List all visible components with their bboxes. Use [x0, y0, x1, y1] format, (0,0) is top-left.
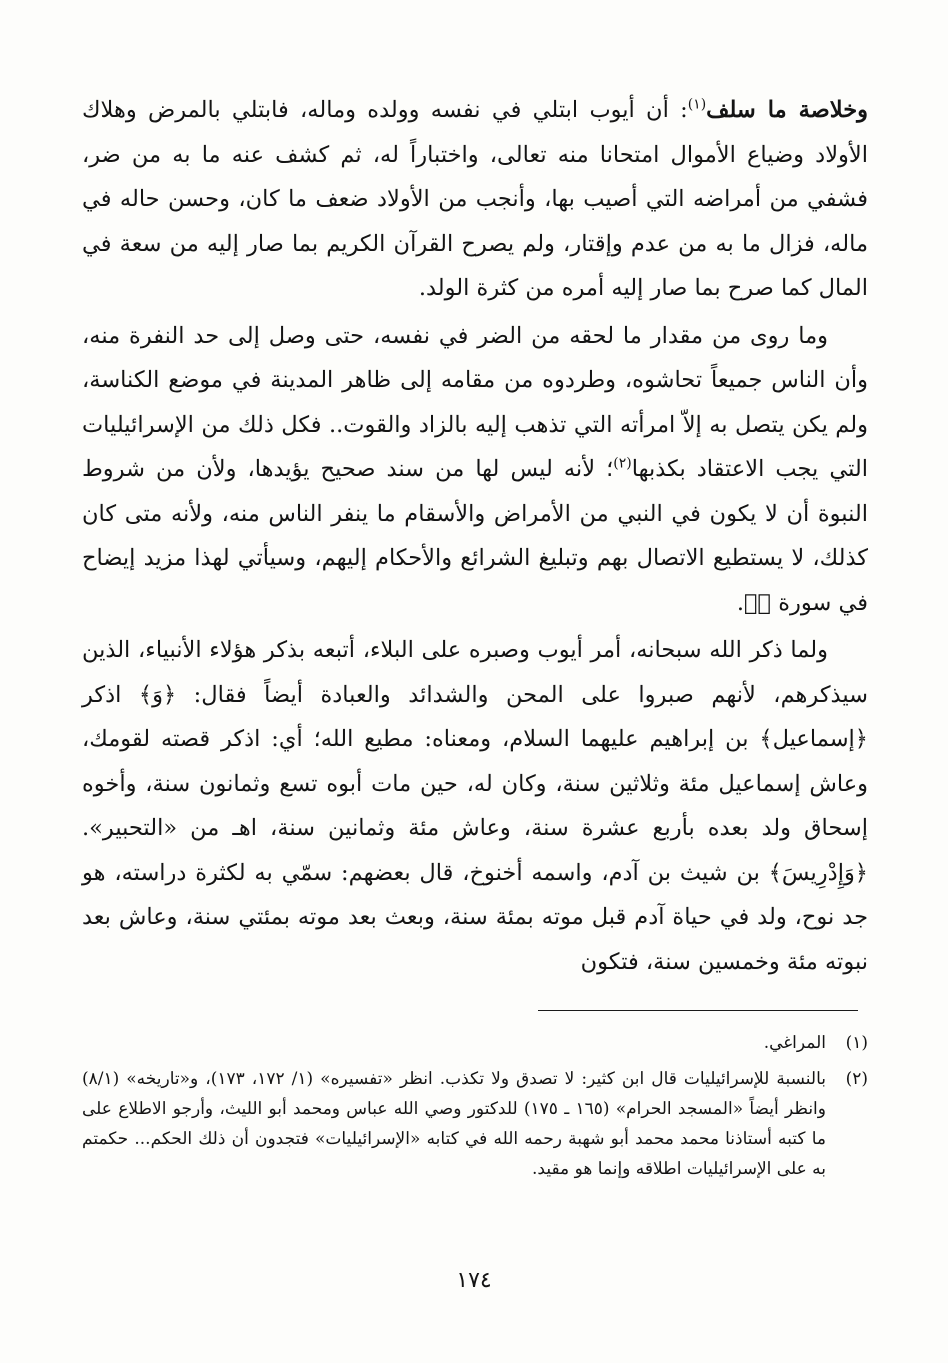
footnote-text: بالنسبة للإسرائيليات قال ابن كثير: لا تصدق ولا تكذب. انظر «تفسيره» (١/ ١٧٢، ١٧٣)، و«تاريخه» (٨/١) وانظر أيضاً «المسجد الحرام» (١٦٥ ـ ١٧٥) للدكتور وصي الله عباس ومحمد أبو الليث، وأرجو الاطلاع على ما كتبه أستاذنا محمد محمد أبو شهبة رحمه الله في كتابه «الإسرائيليات» فتجدون أن ذلك الحكم... حكمتم به على الإسرائيليات اطلاقه وإنما هو مقيد. [82, 1069, 826, 1179]
footnote-text: المراغي. [763, 1033, 826, 1053]
footnote-number: (١) [845, 1033, 868, 1053]
main-text [82, 88, 868, 987]
page-number: ١٧٤ [456, 1268, 492, 1293]
summary-text: : أن أيوب ابتلي في نفسه وولده وماله، فابتلي بالمرض وهلاك الأولاد وضياع الأموال امتحانا منه تعالى، واختباراً له، ثم كشف عنه ما به من ضر، فشفي من أمراضه التي أصيب بها، وأنجب من الأولاد ضعف ما كان، وحسن حاله في ماله، فزال ما به من عدم وإقتار، ولم يصرح القرآن الكريم بما صار إليه من سعة في المال كما صرح بما صار إليه أمره من كثرة الولد. [82, 97, 868, 301]
footnote-ref-1: (١) [687, 96, 707, 113]
summary-heading: وخلاصة ما سلف [706, 97, 868, 123]
israiliyyat-text-end: ؛ لأنه ليس لها من سند صحيح يؤيدها، ولأن من شروط النبوة أن لا يكون في النبي من الأمراض والأسقام ما ينفر الناس منه، ولأنه متى كان كذلك، لا يستطيع الاتصال بهم وتبليغ الشرائع والأحكام إليهم، وسيأتي لهذا مزيد إيضاح في سورة صۤ. [82, 456, 868, 616]
footnote-number: (٢) [845, 1069, 868, 1089]
paragraph-ismail-idris [82, 628, 868, 984]
ismail-idris-text: ولما ذكر الله سبحانه، أمر أيوب وصبره على البلاء، أتبعه بذكر هؤلاء الأنبياء، الذين سيذكرهم، لأنهم صبروا على المحن والشدائد والعبادة أيضاً فقال: ﴿وَ﴾ اذكر ﴿إسماعيل﴾ بن إبراهيم عليهما السلام، ومعناه: مطيع الله؛ أي: اذكر قصته لقومك، وعاش إسماعيل مئة وثلاثين سنة، وكان له، حين مات أبوه تسع وثمانون سنة، وأخوه إسحاق ولد بعده بأربع عشرة سنة، وعاش مئة وثمانين سنة، اهـ من «التحبير». ﴿وَإِدْرِيسَ﴾ بن شيث بن آدم، واسمه أخنوخ، قال بعضهم: سمّي به لكثرة دراسته، هو جد نوح، ولد في حياة آدم قبل موته بمئة سنة، وبعث بعد موته بمئتي سنة، وعاش بعد نبوته مئة وخمسين سنة، فتكون [82, 637, 868, 975]
paragraph-israiliyyat [82, 314, 868, 626]
israiliyyat-text-start: وما روى من مقدار ما لحقه من الضر في نفسه، حتى وصل إلى حد النفرة منه، وأن الناس جميعاً تحاشوه، وطردوه من مقامه إلى ظاهر المدينة في موضع الكناسة، ولم يكن يتصل به إلاّ امرأته التي تذهب إليه بالزاد والقوت.. فكل ذلك من الإسرائيليات التي يجب الاعتقاد بكذبها [82, 322, 868, 482]
footnotes [82, 1022, 868, 1184]
paragraph-summary [82, 88, 868, 311]
footnote-1 [82, 1028, 868, 1058]
footnote-separator [538, 1010, 858, 1011]
footnote-2 [82, 1064, 868, 1184]
footnote-ref-2: (٢) [613, 455, 632, 472]
